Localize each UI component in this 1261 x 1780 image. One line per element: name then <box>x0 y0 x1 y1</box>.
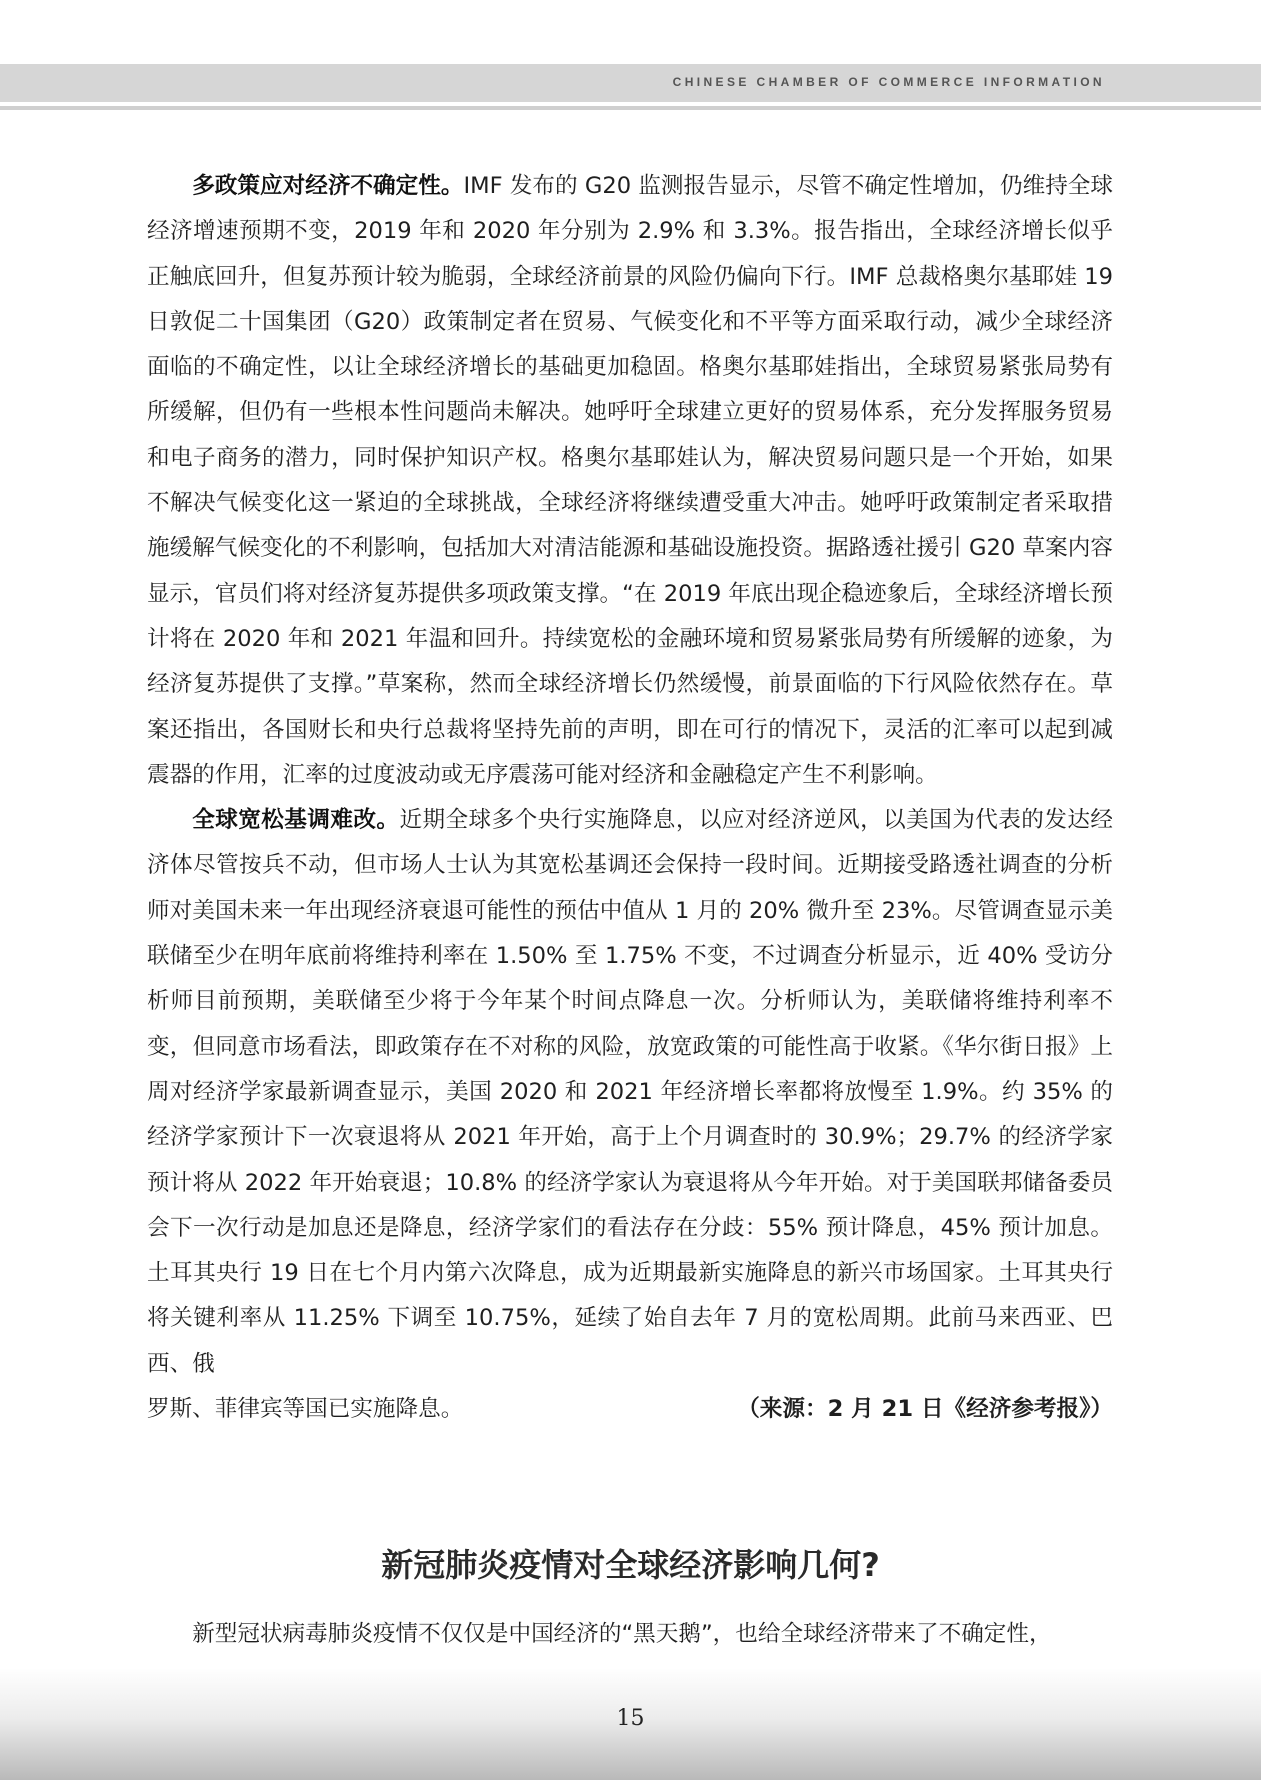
paragraph-closing-line <box>147 1387 1113 1432</box>
paragraph-lead-heading: 全球宽松基调难改。 <box>192 807 400 834</box>
header-band <box>0 64 1261 102</box>
header-divider <box>0 106 1261 110</box>
section-title: 新冠肺炎疫情对全球经济影响几何? <box>381 1546 880 1584</box>
source-citation: （来源：2 月 21 日《经济参考报》） <box>737 1396 1113 1423</box>
paragraph-text: IMF 发布的 G20 监测报告显示，尽管不确定性增加，仍维持全球经济增速预期不变，2019 年和 2020 年分别为 2.9% 和 3.3%。报告指出，全球经济增长似乎正触底回升，但复苏预计较为脆弱，全球经济前景的风险仍偏向下行。IMF 总裁格奥尔基耶娃 19 日敦促二十国集团（G20）政策制定者在贸易、气候变化和不平等方面采取行动，减少全球经济面临的不确定性，以让全球经济增长的基础更加稳固。格奥尔基耶娃指出，全球贸易紧张局势有所缓解，但仍有一些根本性问题尚未解决。她呼吁全球建立更好的贸易体系，充分发挥服务贸易和电子商务的潜力，同时保护知识产权。格奥尔基耶娃认为，解决贸易问题只是一个开始，如果不解决气候变化这一紧迫的全球挑战，全球经济将继续遭受重大冲击。她呼吁政策制定者采取措施缓解气候变化的不利影响，包括加大对清洁能源和基础设施投资。据路透社援引 G20 草案内容显示，官员们将对经济复苏提供多项政策支撑。“在 2019 年底出现企稳迹象后，全球经济增长预计将在 2020 年和 2021 年温和回升。持续宽松的金融环境和贸易紧张局势有所缓解的迹象，为经济复苏提供了支撑。”草案称，然而全球经济增长仍然缓慢，前景面临的下行风险依然存在。草案还指出，各国财长和央行总裁将坚持先前的声明，即在可行的情况下，灵活的汇率可以起到减震器的作用，汇率的过度波动或无序震荡可能对经济和金融稳定产生不利影响。 <box>147 173 1113 788</box>
paragraph-lead-heading: 多政策应对经济不确定性。 <box>192 173 464 199</box>
paragraph-text-end: 罗斯、菲律宾等国已实施降息。 <box>147 1396 464 1423</box>
section-intro-paragraph: 新型冠状病毒肺炎疫情不仅仅是中国经济的“黑天鹅”，也给全球经济带来了不确定性， <box>192 1621 1052 1647</box>
page-number: 15 <box>616 1706 645 1731</box>
paragraph-text: 近期全球多个央行实施降息，以应对经济逆风，以美国为代表的发达经济体尽管按兵不动，但市场人士认为其宽松基调还会保持一段时间。近期接受路透社调查的分析师对美国未来一年出现经济衰退可能性的预估中值从 1 月的 20% 微升至 23%。尽管调查显示美联储至少在明年底前将维持利率在 1.50% 至 1.75% 不变，不过调查分析显示，近 40% 受访分析师目前预期，美联储至少将于今年某个时间点降息一次。分析师认为，美联储将维持利率不变，但同意市场看法，即政策存在不对称的风险，放宽政策的可能性高于收紧。《华尔街日报》上周对经济学家最新调查显示，美国 2020 和 2021 年经济增长率都将放慢至 1.9%。约 35% 的经济学家预计下一次衰退将从 2021 年开始，高于上个月调查时的 30.9%；29.7% 的经济学家预计将从 2022 年开始衰退；10.8% 的经济学家认为衰退将从今年开始。对于美国联邦储备委员会下一次行动是加息还是降息，经济学家们的看法存在分歧：55% 预计降息，45% 预计加息。土耳其央行 19 日在七个月内第六次降息，成为近期最新实施降息的新兴市场国家。土耳其央行将关键利率从 11.25% 下调至 10.75%，延续了始自去年 7 月的宽松周期。此前马来西亚、巴西、俄 <box>147 807 1113 1377</box>
article-body <box>147 164 1113 1432</box>
paragraph-policy-uncertainty <box>147 164 1113 798</box>
publication-name: CHINESE CHAMBER OF COMMERCE INFORMATION <box>672 75 1105 89</box>
paragraph-global-easing <box>147 798 1113 1387</box>
